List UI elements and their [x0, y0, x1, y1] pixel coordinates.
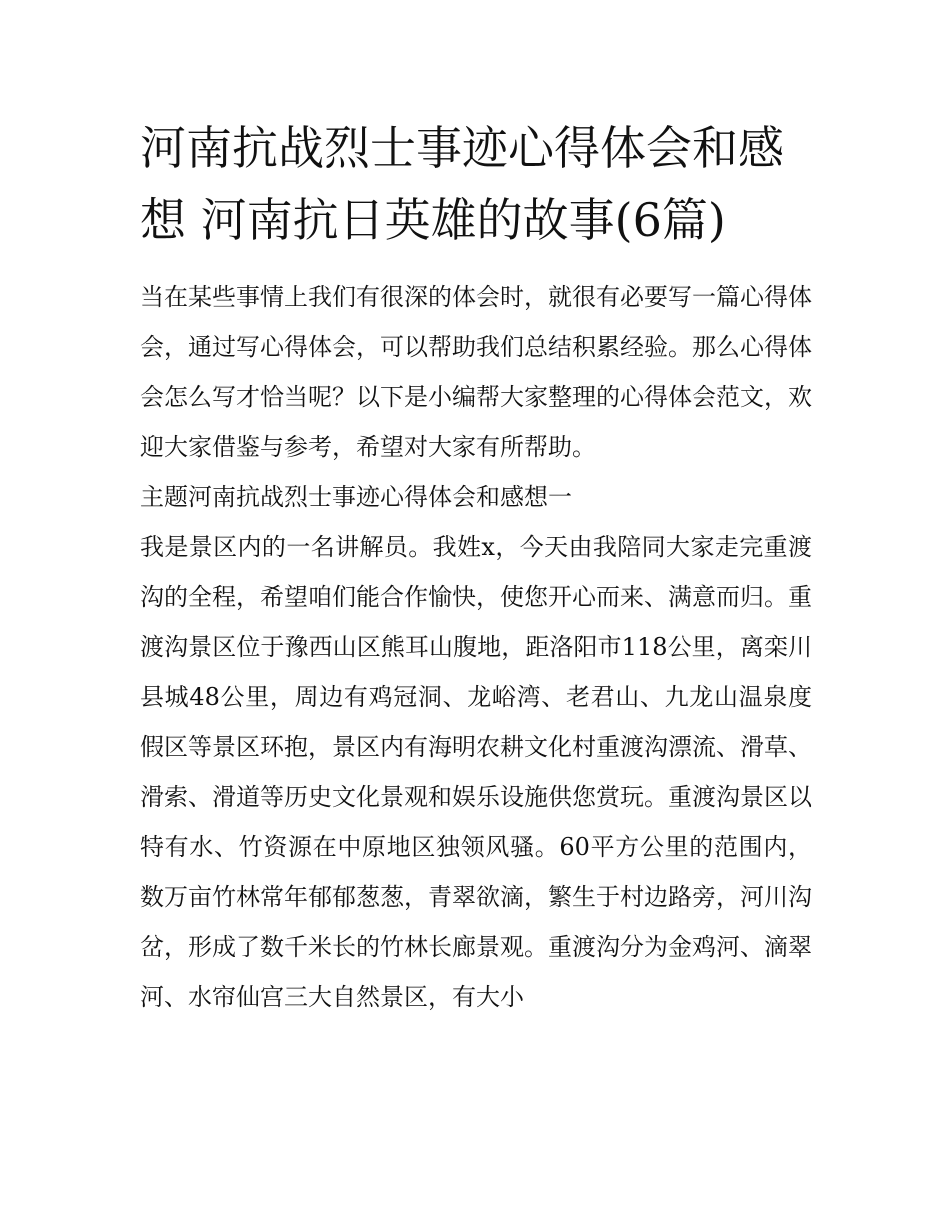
body-paragraph: 我是景区内的一名讲解员。我姓x，今天由我陪同大家走完重渡沟的全程，希望咱们能合作愉快，使您开心而来、满意而归。重渡沟景区位于豫西山区熊耳山腹地，距洛阳市118公里，离栾川县城48公里，周边有鸡冠洞、龙峪湾、老君山、九龙山温泉度假区等景区环抱，景区内有海明农耕文化村重渡沟漂流、滑草、滑索、滑道等历史文化景观和娱乐设施供您赏玩。重渡沟景区以特有水、竹资源在中原地区独领风骚。60平方公里的范围内，数万亩竹林常年郁郁葱葱，青翠欲滴，繁生于村边路旁，河川沟岔，形成了数千米长的竹林长廊景观。重渡沟分为金鸡河、滴翠河、水帘仙宫三大自然景区，有大小: [140, 533, 812, 1011]
document-body: [140, 272, 812, 1022]
document-content: [140, 112, 812, 1022]
section-heading: 主题河南抗战烈士事迹心得体会和感想一: [140, 483, 572, 511]
document-title: 河南抗战烈士事迹心得体会和感想 河南抗日英雄的故事(6篇): [140, 121, 784, 247]
intro-paragraph: 当在某些事情上我们有很深的体会时，就很有必要写一篇心得体会，通过写心得体会，可以帮助我们总结积累经验。那么心得体会怎么写才恰当呢？以下是小编帮大家整理的心得体会范文，欢迎大家借鉴与参考，希望对大家有所帮助。: [140, 283, 812, 461]
